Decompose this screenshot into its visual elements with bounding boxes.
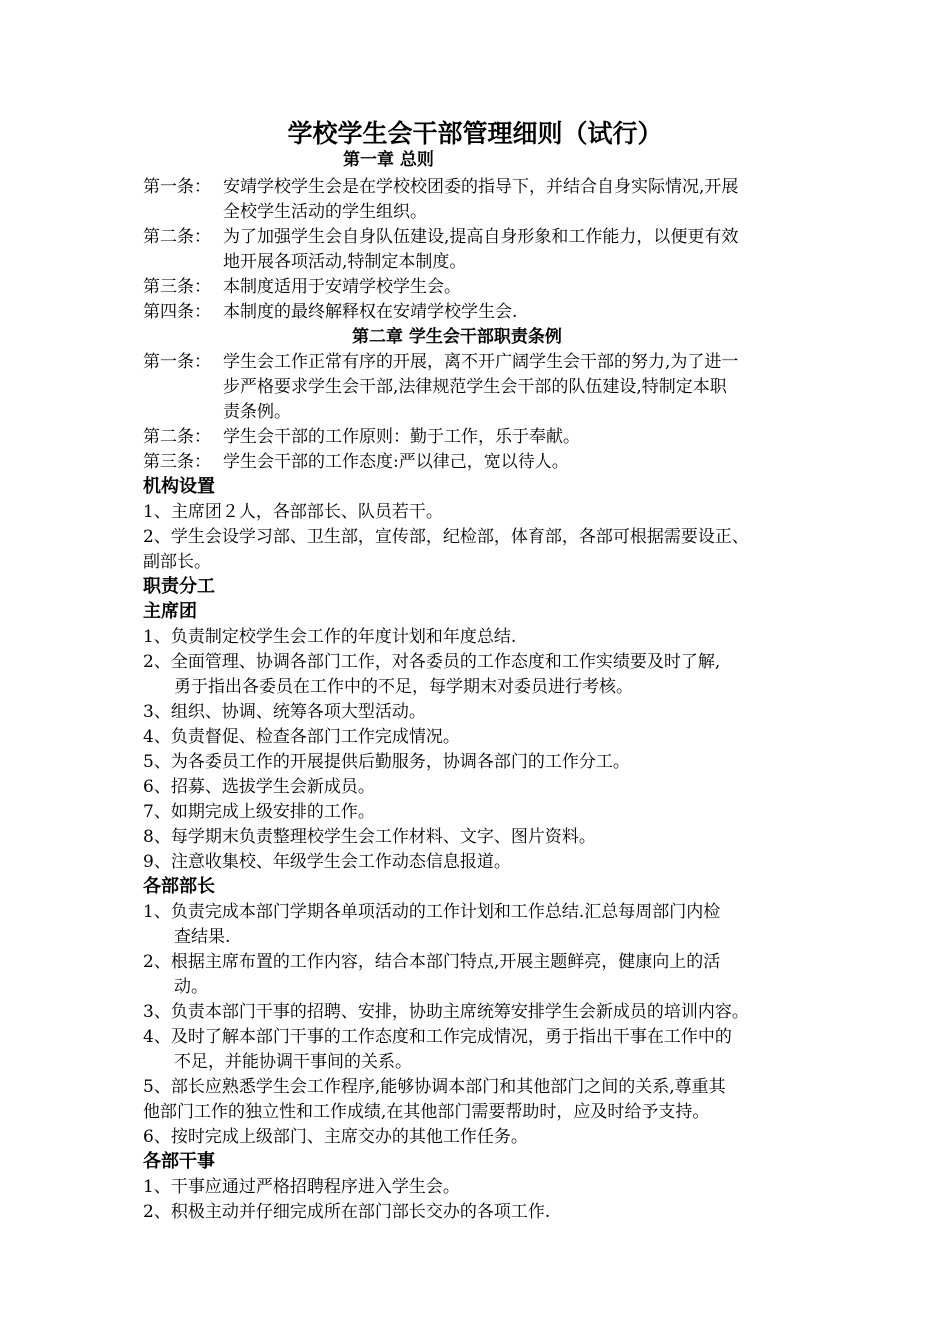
presidium-item: 5、为各委员工作的开展提供后勤服务，协调各部门的工作分工。 (143, 752, 630, 772)
presidium-item: 9、注意收集校、年级学生会工作动态信息报道。 (143, 852, 511, 872)
staff-heading: 各部干事 (143, 1151, 215, 1172)
presidium-item: 3、组织、协调、统筹各项大型活动。 (143, 702, 426, 722)
article-text-continued: 责条例。 (223, 402, 291, 422)
minister-item: 4、及时了解本部门干事的工作态度和工作完成情况，勇于指出干事在工作中的 (143, 1027, 732, 1047)
staff-item: 2、积极主动并仔细完成所在部门部长交办的各项工作. (143, 1202, 551, 1222)
article-label: 第二条： (143, 427, 211, 447)
ministers-heading: 各部部长 (143, 876, 215, 897)
article-text: 安靖学校学生会是在学校校团委的指导下，并结合自身实际情况,开展 (223, 177, 739, 197)
article-label: 第三条： (143, 452, 211, 472)
minister-item: 1、负责完成本部门学期各单项活动的工作计划和工作总结.汇总每周部门内检 (143, 902, 721, 922)
chapter2-heading: 第二章 学生会干部职责条例 (352, 327, 562, 347)
minister-item-continued: 查结果. (174, 927, 231, 947)
article-text: 为了加强学生会自身队伍建设,提高自身形象和工作能力，以便更有效 (223, 227, 739, 247)
org-heading: 机构设置 (143, 476, 215, 497)
article-label: 第二条： (143, 227, 211, 247)
org-item: 2、学生会设学习部、卫生部，宣传部，纪检部，体育部，各部可根据需要设正、 (143, 527, 749, 547)
chapter1-heading: 第一章 总则 (343, 150, 434, 170)
minister-item: 5、部长应熟悉学生会工作程序,能够协调本部门和其他部门之间的关系,尊重其 (143, 1077, 726, 1097)
article-text: 本制度适用于安靖学校学生会。 (223, 277, 461, 297)
article-label: 第一条： (143, 352, 211, 372)
article-text: 学生会工作正常有序的开展，离不开广阔学生会干部的努力,为了进一 (223, 352, 739, 372)
presidium-item: 8、每学期末负责整理校学生会工作材料、文字、图片资料。 (143, 827, 596, 847)
chapter2-article-2 (143, 425, 580, 449)
minister-item-continued: 不足，并能协调干事间的关系。 (174, 1052, 412, 1072)
chapter1-article-2 (143, 225, 738, 249)
staff-item: 1、干事应通过严格招聘程序进入学生会。 (143, 1177, 460, 1197)
article-text-continued: 地开展各项活动,特制定本制度。 (223, 252, 467, 272)
chapter1-article-3 (143, 275, 461, 299)
chapter1-article-4 (143, 300, 517, 324)
article-label: 第一条： (143, 177, 211, 197)
article-text-continued: 全校学生活动的学生组织。 (223, 202, 427, 222)
chapter2-article-3 (143, 450, 569, 474)
minister-item: 3、负责本部门干事的招聘、安排，协助主席统筹安排学生会新成员的培训内容。 (143, 1002, 749, 1022)
presidium-item: 2、全面管理、协调各部门工作，对各委员的工作态度和工作实绩要及时了解, (143, 652, 721, 672)
minister-item-continued: 他部门工作的独立性和工作成绩,在其他部门需要帮助时，应及时给予支持。 (143, 1102, 710, 1122)
presidium-heading: 主席团 (143, 601, 197, 622)
article-text: 本制度的最终解释权在安靖学校学生会. (223, 302, 518, 322)
presidium-item: 6、招募、选拔学生会新成员。 (143, 777, 375, 797)
presidium-item-continued: 勇于指出各委员在工作中的不足，每学期末对委员进行考核。 (174, 677, 633, 697)
minister-item-continued: 动。 (174, 977, 208, 997)
org-item: 副部长。 (143, 552, 211, 572)
minister-item: 2、根据主席布置的工作内容，结合本部门特点,开展主题鲜亮，健康向上的活 (143, 952, 721, 972)
chapter1-article-1 (143, 175, 738, 199)
article-text: 学生会干部的工作态度:严以律己，宽以待人。 (223, 452, 569, 472)
duties-heading: 职责分工 (143, 576, 215, 597)
document-title: 学校学生会干部管理细则（试行） (287, 119, 663, 148)
minister-item: 6、按时完成上级部门、主席交办的其他工作任务。 (143, 1127, 528, 1147)
presidium-item: 1、负责制定校学生会工作的年度计划和年度总结. (143, 627, 517, 647)
chapter2-article-1 (143, 350, 738, 374)
article-text-continued: 步严格要求学生会干部,法律规范学生会干部的队伍建设,特制定本职 (223, 377, 727, 397)
article-label: 第四条： (143, 302, 211, 322)
presidium-item: 4、负责督促、检查各部门工作完成情况。 (143, 727, 460, 747)
org-item: 1、主席团２人，各部部长、队员若干。 (143, 502, 443, 522)
article-text: 学生会干部的工作原则：勤于工作，乐于奉献。 (223, 427, 580, 447)
presidium-item: 7、如期完成上级安排的工作。 (143, 802, 375, 822)
article-label: 第三条： (143, 277, 211, 297)
